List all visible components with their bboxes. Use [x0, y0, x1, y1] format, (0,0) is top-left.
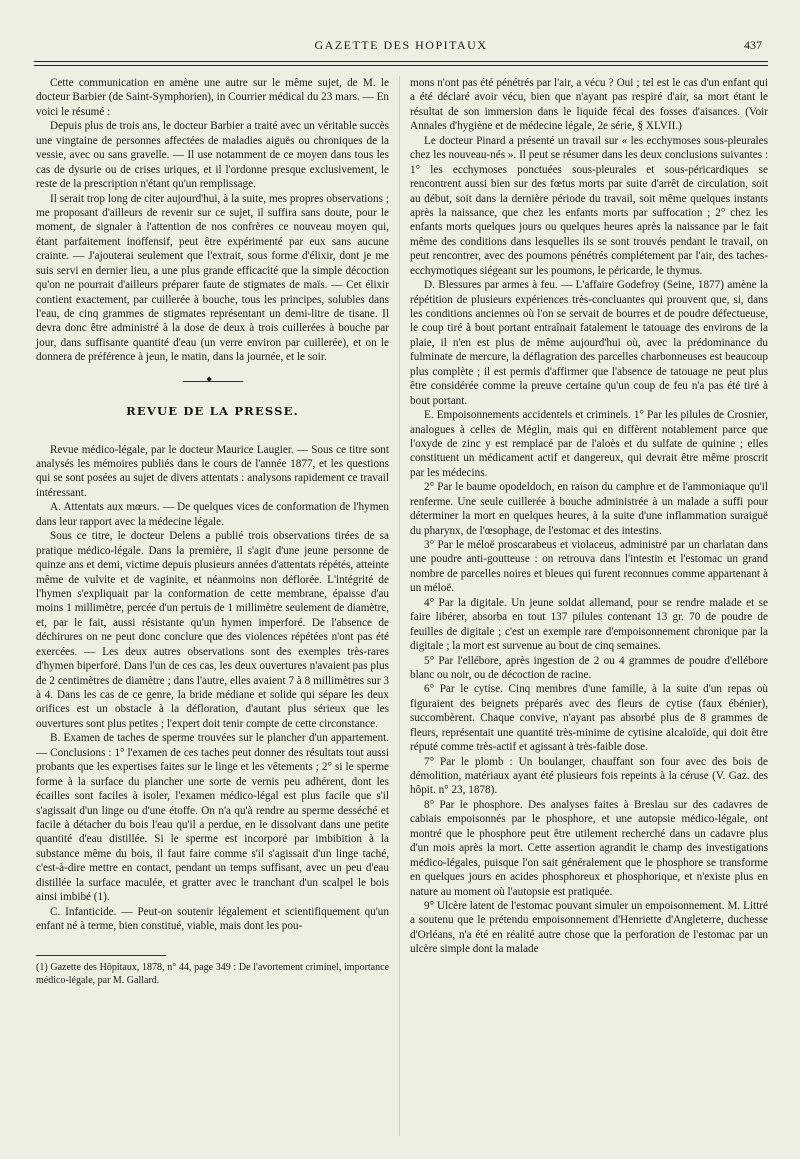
paragraph: Il serait trop long de citer aujourd'hui, à la suite, mes propres observations ; me proposant d'ailleurs de revenir sur ce sujet, il suffira sans doute, pour le moment, de signaler à l'attention de nos confrères ce nouveau moyen qui, étant parfaitement inoffensif, peut être expérimenté par eux sans aucune crainte. — J'ajouterai seulement que l'extrait, sous forme d'élixir, dont je me suis servi en dernier lieu, a une plus grande efficacité que la simple décoction qu'on ne pourrait d'ailleurs préparer faute de stigmates de maïs. — Cet élixir contient exactement, par cuillerée à bouche, tous les principes, solubles dans l'eau, de cinq grammes de stigmates représentant un demi-litre de tisane. Il devra donc être administré à la dose de deux à trois cuillerées à bouche par jour, dans suffisante quantité d'eau (un verre environ par cuillerée), et on le donnera de préférence à jeun, le matin, dans la journée, et le soir. [36, 192, 389, 364]
paragraph: 9° Ulcère latent de l'estomac pouvant simuler un empoisonnement. M. Littré a soutenu que le prétendu empoisonnement d'Henriette d'Angleterre, duchesse d'Orléans, n'a été en réalité autre chose que la perforation de l'estomac par un ulcère simple dont la malade [410, 899, 768, 956]
footnote-text: (1) Gazette des Hôpitaux, 1878, n° 44, page 349 : De l'avortement criminel, importance médico-légale, par M. Gallard. [36, 962, 389, 987]
journal-title: GAZETTE DES HOPITAUX [314, 38, 488, 52]
right-column [410, 76, 768, 957]
paragraph: mons n'ont pas été pénétrés par l'air, a vécu ? Oui ; tel est le cas d'un enfant qui a été déclaré avoir vécu, bien que n'ayant pas respiré d'air, sa mort étant le résultat de son immersion dans le liquide fécal des fosses d'aisances. (Voir Annales d'hygiène et de médecine légale, 2e série, § XLVII.) [410, 77, 768, 133]
paragraph: Depuis plus de trois ans, le docteur Barbier a traité avec un véritable succès une vingtaine de personnes affectées de maladies aiguës ou chroniques de la vessie, avec ou sans gravelle. — Il use notamment de ce moyen dans tous les cas de dysurie ou de crises uriques, et il l'ordonne presque exclusivement, le reste de la prescription n'étant qu'un remplissage. [36, 120, 389, 191]
paragraph: D. Blessures par armes à feu. — L'affaire Godefroy (Seine, 1877) amène la répétition de plusieurs expériences très-concluantes qui prouvent que, si, dans les conditions anciennes où l'on se servait de bourres et de poudre défectueuse, le coup tiré à bout portant entraînait fatalement le tatouage des environs de la plaie, il n'en est plus de même aujourd'hui où, avec la prédominance du fulminate de mercure, la déflagration des parcelles charbonneuses est beaucoup plus complète ; il est permis d'affirmer que l'absence de tatouage ne peut plus être considérée comme la preuve certaine qu'un coup de feu n'a pas été tiré à bout portant. [410, 279, 768, 407]
footnote-rule [36, 955, 166, 956]
paragraph: 2° Par le baume opodeldoch, en raison du camphre et de l'ammoniaque qu'il renferme. Une seule cuillerée à bouche administrée à un malade a suffi pour déterminer la mort en quelques heures, à la suite d'une inflammation suraiguë du pharynx, de l'œsophage, de l'estomac et des intestins. [410, 481, 768, 537]
paragraph: 7° Par le plomb : Un boulanger, chauffant son four avec des bois de démolition, matériaux ayant été plusieurs fois repeints à la céruse (V. Gaz. des hôpit. n° 23, 1878). [410, 755, 768, 797]
left-column [36, 76, 389, 988]
paragraph: Cette communication en amène une autre sur le même sujet, de M. le docteur Barbier (de Saint-Symphorien), in Courrier médical du 23 mars. — En voici le résumé : [36, 77, 389, 118]
header-rule-thin [34, 65, 768, 66]
paragraph: A. Attentats aux mœurs. — De quelques vices de conformation de l'hymen dans leur rapport avec la médecine légale. [36, 501, 389, 528]
paragraph: 3° Par le méloë proscarabeus et violaceus, administré par un charlatan dans une poudre anti-goutteuse : on retrouva dans l'intestin et l'estomac un grand nombre de parcelles noires et bleues qui furent reconnues comme appartenant à un méloë. [410, 539, 768, 595]
paragraph: C. Infanticide. — Peut-on soutenir légalement et scientifiquement qu'un enfant né à terme, bien constitué, viable, mais dont les pou- [36, 905, 389, 933]
paragraph: E. Empoisonnements accidentels et criminels. 1° Par les pilules de Crosnier, analogues à celles de Méglin, mais qui en diffèrent notablement parce que l'oxyde de zinc y est remplacé par de l'aloès et du sulfate de quinine ; elles constituent un médicament actif et dangereux, qui devrait être même proscrit par les médecins. [410, 409, 768, 479]
section-heading: REVUE DE LA PRESSE. [126, 403, 299, 418]
paragraph: Le docteur Pinard a présenté un travail sur « les ecchymoses sous-pleurales chez les nouveau-nés ». Il peut se résumer dans les deux conclusions suivantes : 1° les ecchymoses ponctuées sous-pleurales et sous-péricardiques se rencontrent aussi bien sur des fœtus morts par suite d'arrêt de circulation, soit au début, soit dans la dernière période du travail, soit même quelques instants après la naissance, que chez les enfants morts par suffocation ; 2° chez les enfants morts quelques jours ou quelques heures après la naissance par le fait même des conditions dans lesquelles ils se sont trouvés pendant le travail, on peut rencontrer, avec des poumons pénétrés complétement par l'air, des taches-ecchymotiques siégeant sur les poumons, le péricarde, le thymus. [410, 134, 768, 277]
paragraph: Revue médico-légale, par le docteur Maurice Laugier. — Sous ce titre sont analysés les mémoires publiés dans le cours de l'année 1877, et les questions qui se sont posées au sujet de divers attentats : analysons rapidement ce travail intéressant. [36, 443, 389, 499]
paragraph: Sous ce titre, le docteur Delens a publié trois observations tirées de sa pratique médico-légale. Dans la première, il s'agit d'une jeune personne de quinze ans et demi, victime depuis plusieurs années d'attentats répétés, atteinte même de vulvite et de vaginite, et néanmoins non déflorée. L'intégrité de l'hymen s'expliquait par la conformation de cette membrane, épaisse d'au moins 1 millimètre, percée d'un pertuis de 1 millimètre seulement de diamètre, et, par le fait, aussi résistante qu'un hymen imperforé. De l'absence de déchirures on ne peut donc conclure que des violences répétées n'ont pas été exercées. — Les deux autres observations sont des exemples très-rares d'hymen biperforé. Dans l'un de ces cas, les deux ouvertures n'avaient pas plus de 2 centimètres de diamètre ; dans l'autre, elles avaient 7 à 8 millimètres sur 3 à 4. Dans les cas de ce genre, la bride médiane et solide qui sépare les deux orifices est un obstacle à la défloration, d'autant plus sérieux que les ouvertures sont plus petites ; l'expert doit tenir compte de cette circonstance. [36, 530, 389, 730]
section-divider [183, 381, 243, 382]
paragraph: 8° Par le phosphore. Des analyses faites à Breslau sur des cadavres de cabiais empoisonnés par le phosphore, et une autopsie médico-légale, ont montré que le phosphore peut être utilement recherché dans un cadavre plus d'un mois après la mort. Cette assertion agrandit le champ des investigations médico-légales, puisque l'on sait généralement que le phosphore se transforme en quelques jours en acides phosphoreux et phosphorique, et n'existe plus en nature au moment où l'autopsie est pratiquée. [410, 798, 768, 898]
paragraph: 4° Par la digitale. Un jeune soldat allemand, pour se rendre malade et se faire libérer, absorba en tout 137 pilules contenant 13 gr. 70 de poudre de feuilles de digitale ; c'est un exemple rare d'empoisonnement chronique par la digitale ; la mort est survenue au bout de cinq semaines. [410, 596, 768, 653]
paragraph: 5° Par l'ellébore, après ingestion de 2 ou 4 grammes de poudre d'ellébore blanc ou noir, ou de décoction de racine. [410, 654, 768, 681]
paragraph: 6° Par le cytise. Cinq membres d'une famille, à la suite d'un repas où figuraient des beignets préparés avec des fleurs de cytise (faux ébénier), succombèrent. Chaque convive, n'ayant pas absorbé plus de 8 grammes de fleurs, représentait une quantité très-minime de cytisine alcaloïde, qui doit être réputé comme très-actif et agissant à très-faible dose. [410, 683, 768, 754]
paragraph: B. Examen de taches de sperme trouvées sur le plancher d'un appartement. — Conclusions : 1° l'examen de ces taches peut donner des résultats tout aussi probants que les expertises faites sur le linge et les vêtements ; 2° si le sperme forme à la surface du plancher une sorte de vernis peu adhérent, dont les écailles sont faciles à isoler, l'examen médico-légal est plus facile que s'il s'agissait d'un linge ou d'une étoffe. On n'a qu'à rendre au sperme desséché et facile à détacher du bois l'eau qu'il a perdue, en le dissolvant dans une petite quantité d'eau distillée. Si le sperme est incorporé par imbibition à la substance même du bois, il faut faire comme s'il s'agissait d'un linge taché, c'est-à-dire mettre en contact, pendant un temps suffisant, avec un peu d'eau distillée la surface maculée, et gratter avec le tranchant d'un scalpel le bois ainsi imbibé (1). [36, 732, 389, 904]
footnote [36, 962, 389, 988]
column-separator [399, 76, 400, 1136]
page-header [34, 34, 768, 56]
header-rule [34, 61, 768, 62]
page-number: 437 [744, 38, 762, 52]
